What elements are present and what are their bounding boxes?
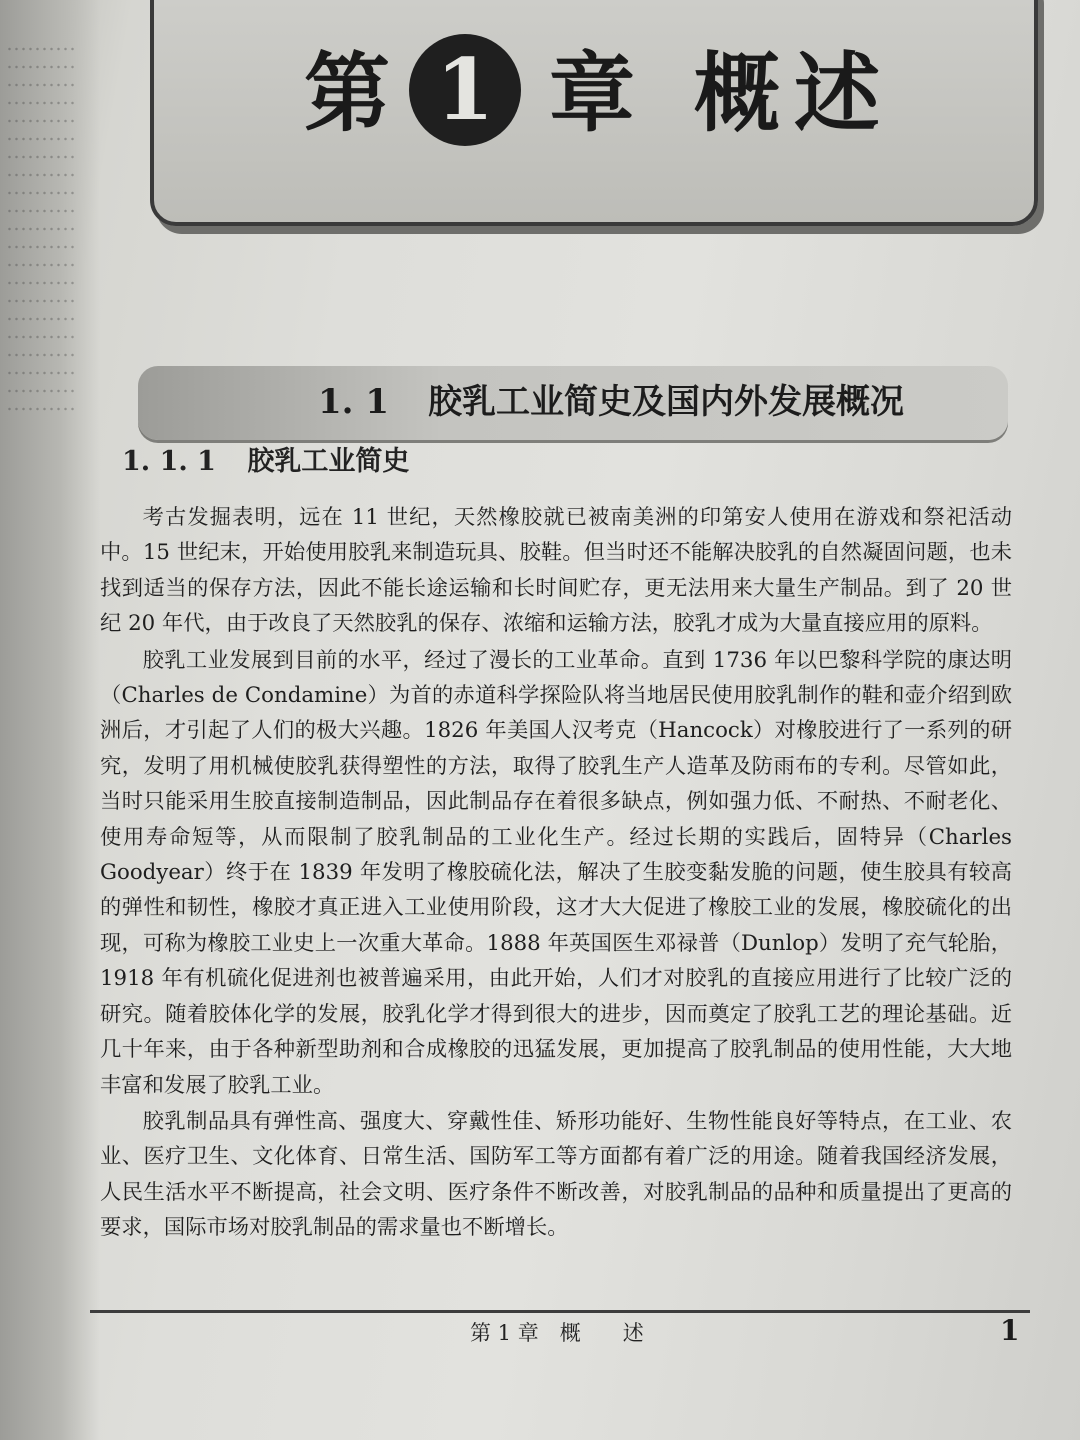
body-text [100,500,1012,1247]
paragraph: 胶乳制品具有弹性高、强度大、穿戴性佳、矫形功能好、生物性能良好等特点，在工业、农业、医疗卫生、文化体育、日常生活、国防军工等方面都有着广泛的用途。随着我国经济发展，人民生活水平不断提高，社会文明、医疗条件不断改善，对胶乳制品的品种和质量提出了更高的要求，国际市场对胶乳制品的需求量也不断增长。 [100,1108,1012,1241]
footer-rule [90,1310,1030,1313]
gutter-bleed-through [6,40,76,420]
chapter-suffix: 章 [549,43,635,144]
page-number: 1 [1000,1314,1020,1347]
paragraph: 胶乳工业发展到目前的水平，经过了漫长的工业革命。直到 1736 年以巴黎科学院的康达明（Charles de Condamine）为首的赤道科学探险队将当地居民使用胶乳制作的鞋和壶介绍到欧洲后，才引起了人们的极大兴趣。1826 年美国人汉考克（Hancock）对橡胶进行了一系列的研究，发明了用机械使胶乳获得塑性的方法，取得了胶乳生产人造革及防雨布的专利。尽管如此，当时只能采用生胶直接制造制品，因此制品存在着很多缺点，例如强力低、不耐热、不耐老化、使用寿命短等，从而限制了胶乳制品的工业化生产。经过长期的实践后，固特异（Charles Goodyear）终于在 1839 年发明了橡胶硫化法，解决了生胶变黏发脆的问题，使生胶具有较高的弹性和韧性，橡胶才真正进入工业使用阶段，这才大大促进了橡胶工业的发展，橡胶硫化的出现，可称为橡胶工业史上一次重大革命。1888 年英国医生邓禄普（Dunlop）发明了充气轮胎，1918 年有机硫化促进剂也被普遍采用，由此开始，人们才对胶乳的直接应用进行了比较广泛的研究。随着胶体化学的发展，胶乳化学才得到很大的进步，因而奠定了胶乳工艺的理论基础。近几十年来，由于各种新型助剂和合成橡胶的迅猛发展，更加提高了胶乳制品的使用性能，大大地丰富和发展了胶乳工业。 [100,647,1012,1098]
section-heading-banner [138,366,1008,440]
section-title: 胶乳工业简史及国内外发展概况 [428,382,904,422]
paragraph: 考古发掘表明，远在 11 世纪，天然橡胶就已被南美洲的印第安人使用在游戏和祭祀活动中。15 世纪末，开始使用胶乳来制造玩具、胶鞋。但当时还不能解决胶乳的自然凝固问题，也未找到适当的保存方法，因此不能长途运输和长时间贮存，更无法用来大量生产制品。到了 20 世纪 20 年代，由于改良了天然胶乳的保存、浓缩和运输方法，胶乳才成为大量直接应用的原料。 [100,505,1012,637]
chapter-header-box [150,0,1038,226]
subsection-title: 胶乳工业简史 [247,446,410,477]
chapter-title-char-1: 概 [694,43,780,144]
chapter-number-badge: 1 [409,34,521,146]
chapter-title [154,34,1034,154]
chapter-prefix: 第 [304,43,390,144]
chapter-title-char-2: 述 [794,43,880,144]
binding-gutter [0,0,100,1440]
subsection-number: 1. 1. 1 [122,446,216,477]
subsection-heading [122,442,409,482]
section-number: 1. 1 [318,382,389,422]
running-footer-title: 第 1 章 概 述 [470,1321,644,1345]
